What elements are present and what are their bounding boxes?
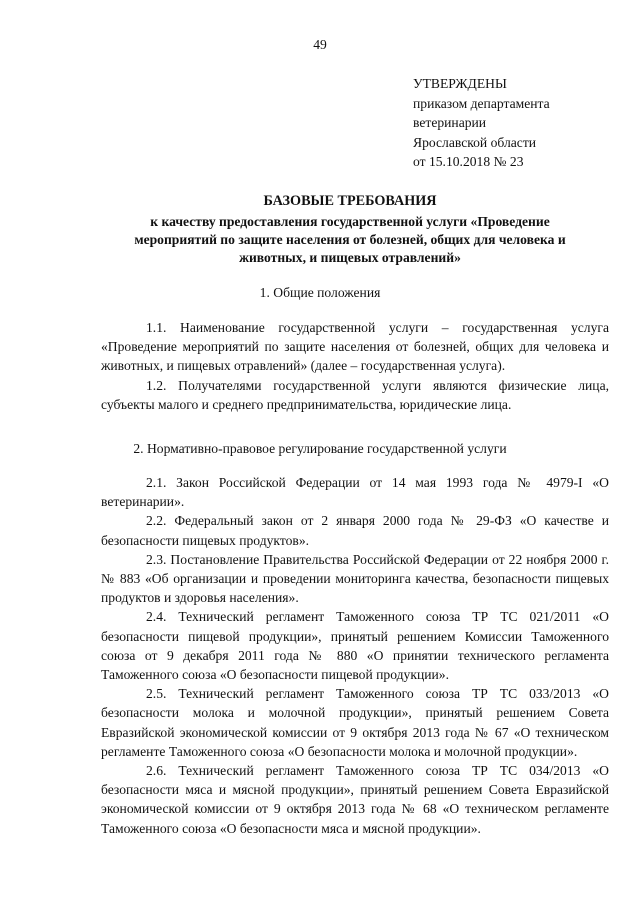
title-main: БАЗОВЫЕ ТРЕБОВАНИЯ [263, 193, 437, 209]
section-2-heading: 2. Нормативно-правовое регулирование государственной услуги [133, 441, 507, 456]
paragraph: 2.6. Технический регламент Таможенного союза ТР ТС 034/2013 «О безопасности мяса и мясной продукции», принятый решением Совета Евразийской экономической комиссии от 9 октября 2013 года № 68 «О техническом регламенте Таможенного союза «О безопасности мяса и мясной продукции». [101, 763, 609, 836]
approval-line: ветеринарии [413, 115, 487, 130]
paragraph: 2.4. Технический регламент Таможенного союза ТР ТС 021/2011 «О безопасности пищевой продукции», принятый решением Комиссии Таможенного союза от 9 декабря 2011 года № 880 «О принятии технического регламента Таможенного союза «О безопасности пищевой продукции». [101, 609, 609, 683]
section-1-heading: 1. Общие положения [259, 285, 381, 300]
approval-line: УТВЕРЖДЕНЫ [413, 76, 507, 91]
approval-line: приказом департамента [413, 95, 550, 111]
document-title [100, 192, 600, 267]
title-line: мероприятий по защите населения от болезней, общих для человека и [134, 232, 566, 247]
paragraph: 2.1. Закон Российской Федерации от 14 мая 1993 года № 4979-I «О ветеринарии». [101, 475, 609, 510]
paragraph: 2.3. Постановление Правительства Российской Федерации от 22 ноября 2000 г. № 883 «Об организации и проведении мониторинга качества, безопасности пищевых продуктов и здоровья населения». [101, 551, 609, 606]
paragraph: 1.2. Получателями государственной услуги являются физические лица, субъекты малого и среднего предпринимательства, юридические лица. [101, 377, 609, 412]
section-2-body [101, 473, 609, 838]
paragraph: 2.2. Федеральный закон от 2 января 2000 года № 29-ФЗ «О качестве и безопасности пищевых продуктов». [101, 513, 609, 548]
paragraph: 2.5. Технический регламент Таможенного союза ТР ТС 033/2013 «О безопасности молока и молочной продукции», принятый решением Совета Евразийской экономической комиссии от 9 октября 2013 года № 67 «О техническом регламенте Таможенного союза «О безопасности молока и молочной продукции». [101, 686, 609, 759]
page-number: 49 [313, 37, 327, 52]
approval-block [413, 74, 550, 172]
title-line: животных, и пищевых отравлений» [239, 250, 461, 265]
paragraph: 1.1. Наименование государственной услуги – государственная услуга «Проведение мероприятий по защите населения от болезней, общих для человека и животных, и пищевых отравлений» (далее – государственная услуга). [101, 320, 609, 374]
approval-line: Ярославской области [413, 134, 537, 150]
approval-line: от 15.10.2018 № 23 [413, 154, 524, 169]
section-1-body [101, 318, 609, 414]
title-line: к качеству предоставления государственной услуги «Проведение [150, 214, 550, 229]
